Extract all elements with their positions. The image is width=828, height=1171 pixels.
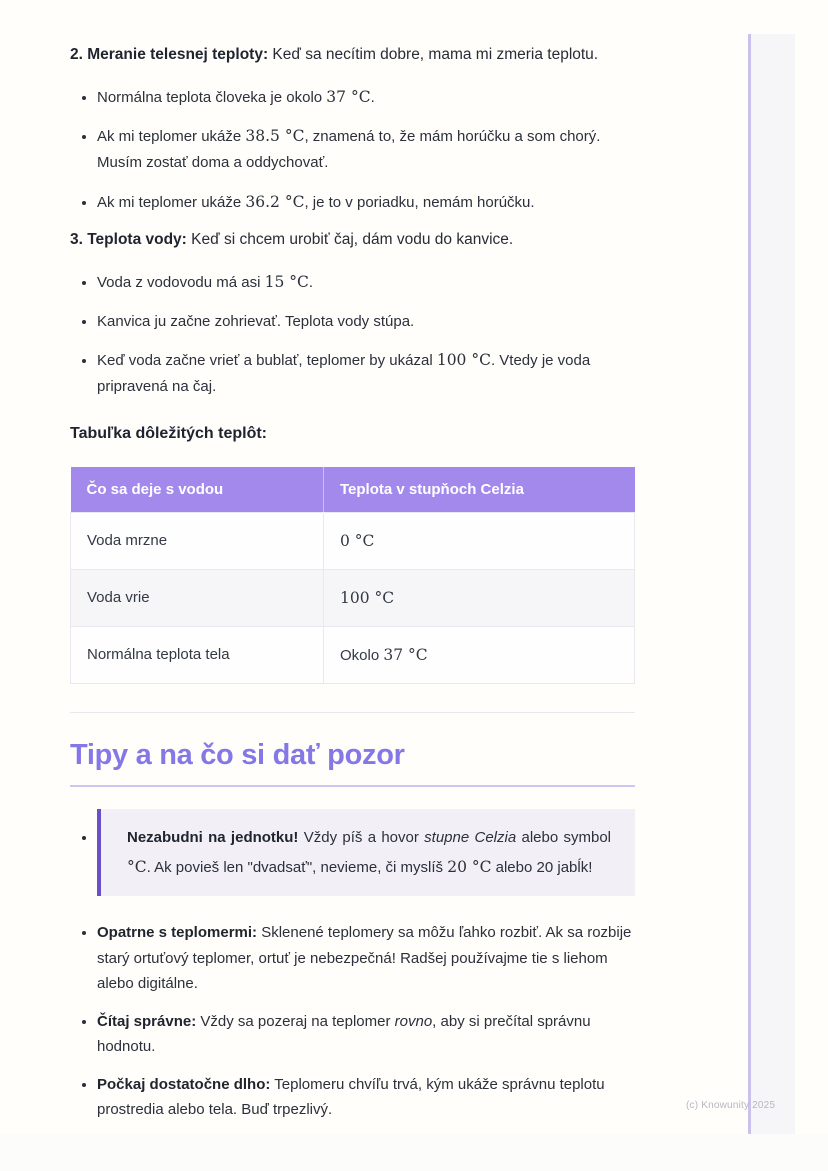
section-heading-tips: Tipy a na čo si dať pozor — [70, 739, 635, 787]
temperature-value: 36.2 °C — [245, 192, 305, 211]
note-text: . Ak povieš len "dvadsať", nevieme, či myslíš — [146, 858, 448, 876]
temperature-value: 15 °C — [264, 272, 309, 291]
section-divider — [70, 712, 635, 713]
numbered-item-text: Keď si chcem urobiť čaj, dám vodu do kanvice. — [186, 230, 514, 248]
paragraph-body-temperature — [70, 43, 635, 68]
bullet-text: Keď voda začne vrieť a bublať, teplomer by ukázal — [97, 352, 437, 370]
list-item — [97, 308, 635, 335]
tips-bullet-list — [70, 920, 635, 1123]
temperature-value: 100 °C — [436, 351, 491, 370]
list-item — [97, 189, 635, 216]
list-item — [97, 123, 635, 177]
numbered-item-label: 3. Teplota vody: — [70, 230, 187, 248]
numbered-item-text: Keď sa necítim dobre, mama mi zmeria teplotu. — [268, 46, 599, 63]
paragraph-water-temperature — [70, 228, 635, 253]
temperature-value: 0 °C — [340, 531, 375, 550]
copyright-watermark: (c) Knowunity 2025 — [686, 1100, 776, 1111]
table-cell: Normálna teplota tela — [71, 626, 324, 683]
list-item — [97, 920, 635, 997]
note-text: Vždy píš a hovor — [298, 828, 425, 846]
bullet-text: . — [370, 88, 375, 106]
body-temp-bullet-list — [70, 84, 635, 216]
bullet-text: Voda z vodovodu má asi — [97, 273, 265, 291]
bullet-text: . Vtedy je voda pripravená na čaj. — [97, 352, 591, 396]
note-callout — [97, 809, 635, 897]
bullet-text: , je to v poriadku, nemám horúčku. — [304, 193, 535, 211]
list-item — [97, 1009, 635, 1060]
tip-italic-text: rovno — [394, 1012, 433, 1030]
list-item — [97, 347, 635, 401]
viewer-background — [0, 1134, 828, 1171]
temperature-table — [70, 467, 635, 684]
bullet-text: Kanvica ju začne zohrievať. Teplota vody stúpa. — [97, 312, 415, 330]
tip-bold-label: Čítaj správne: — [97, 1012, 197, 1030]
table-cell: Voda mrzne — [71, 512, 324, 569]
table-caption: Tabuľka dôležitých teplôt: — [70, 424, 267, 442]
table-cell: Voda vrie — [71, 569, 324, 626]
table-row — [71, 626, 635, 683]
document-content — [70, 34, 635, 1135]
cell-text: Okolo — [340, 646, 384, 664]
table-row — [71, 512, 635, 569]
bullet-text: , znamená to, že mám horúčku a som chorý. Musím zostať doma a oddychovať. — [97, 128, 601, 172]
table-row — [71, 569, 635, 626]
note-bold-label: Nezabudni na jednotku! — [127, 828, 299, 846]
temperature-value: 37 °C — [326, 87, 371, 106]
tip-text: Vždy sa pozeraj na teplomer — [196, 1012, 395, 1030]
note-italic-text: stupne Celzia — [424, 828, 517, 846]
table-cell — [324, 626, 635, 683]
list-item — [97, 84, 635, 111]
table-header-cell: Čo sa deje s vodou — [71, 467, 324, 513]
tip-text: Teplomeru chvíľu trvá, kým ukáže správnu teplotu prostredia alebo tela. Buď trpezlivý. — [97, 1075, 605, 1119]
page-edge-divider — [748, 34, 751, 1134]
bullet-text: . — [308, 273, 314, 291]
temperature-unit: °C — [127, 857, 147, 876]
temperature-value: 20 °C — [447, 857, 492, 876]
list-item — [97, 1072, 635, 1123]
tip-bold-label: Opatrne s teplomermi: — [97, 924, 258, 942]
temperature-value: 37 °C — [383, 645, 428, 664]
bullet-text: Normálna teplota človeka je okolo — [97, 88, 327, 106]
table-cell — [324, 569, 635, 626]
tip-text: Sklenené teplomery sa môžu ľahko rozbiť. Ak sa rozbije starý ortuťový teplomer, ortuť je nebezpečná! Radšej používajme tie s liehom alebo digitálne. — [97, 924, 632, 993]
water-temp-bullet-list — [70, 269, 635, 401]
note-bullet-list — [70, 809, 635, 897]
page-gutter — [751, 34, 795, 1134]
temperature-value: 100 °C — [340, 588, 395, 607]
list-item — [97, 809, 635, 897]
tip-bold-label: Počkaj dostatočne dlho: — [97, 1075, 271, 1093]
table-header-row — [71, 467, 635, 513]
bullet-text: Ak mi teplomer ukáže — [97, 128, 246, 146]
tip-text: , aby si prečítal správnu hodnotu. — [97, 1012, 591, 1056]
bullet-text: Ak mi teplomer ukáže — [97, 193, 246, 211]
table-cell — [324, 512, 635, 569]
note-text: alebo symbol — [516, 828, 611, 846]
list-item — [97, 269, 635, 296]
numbered-item-label: 2. Meranie telesnej teploty: — [70, 46, 269, 63]
temperature-value: 38.5 °C — [245, 127, 305, 146]
table-header-cell: Teplota v stupňoch Celzia — [324, 467, 635, 513]
note-text: alebo 20 jabĺk! — [491, 858, 593, 876]
